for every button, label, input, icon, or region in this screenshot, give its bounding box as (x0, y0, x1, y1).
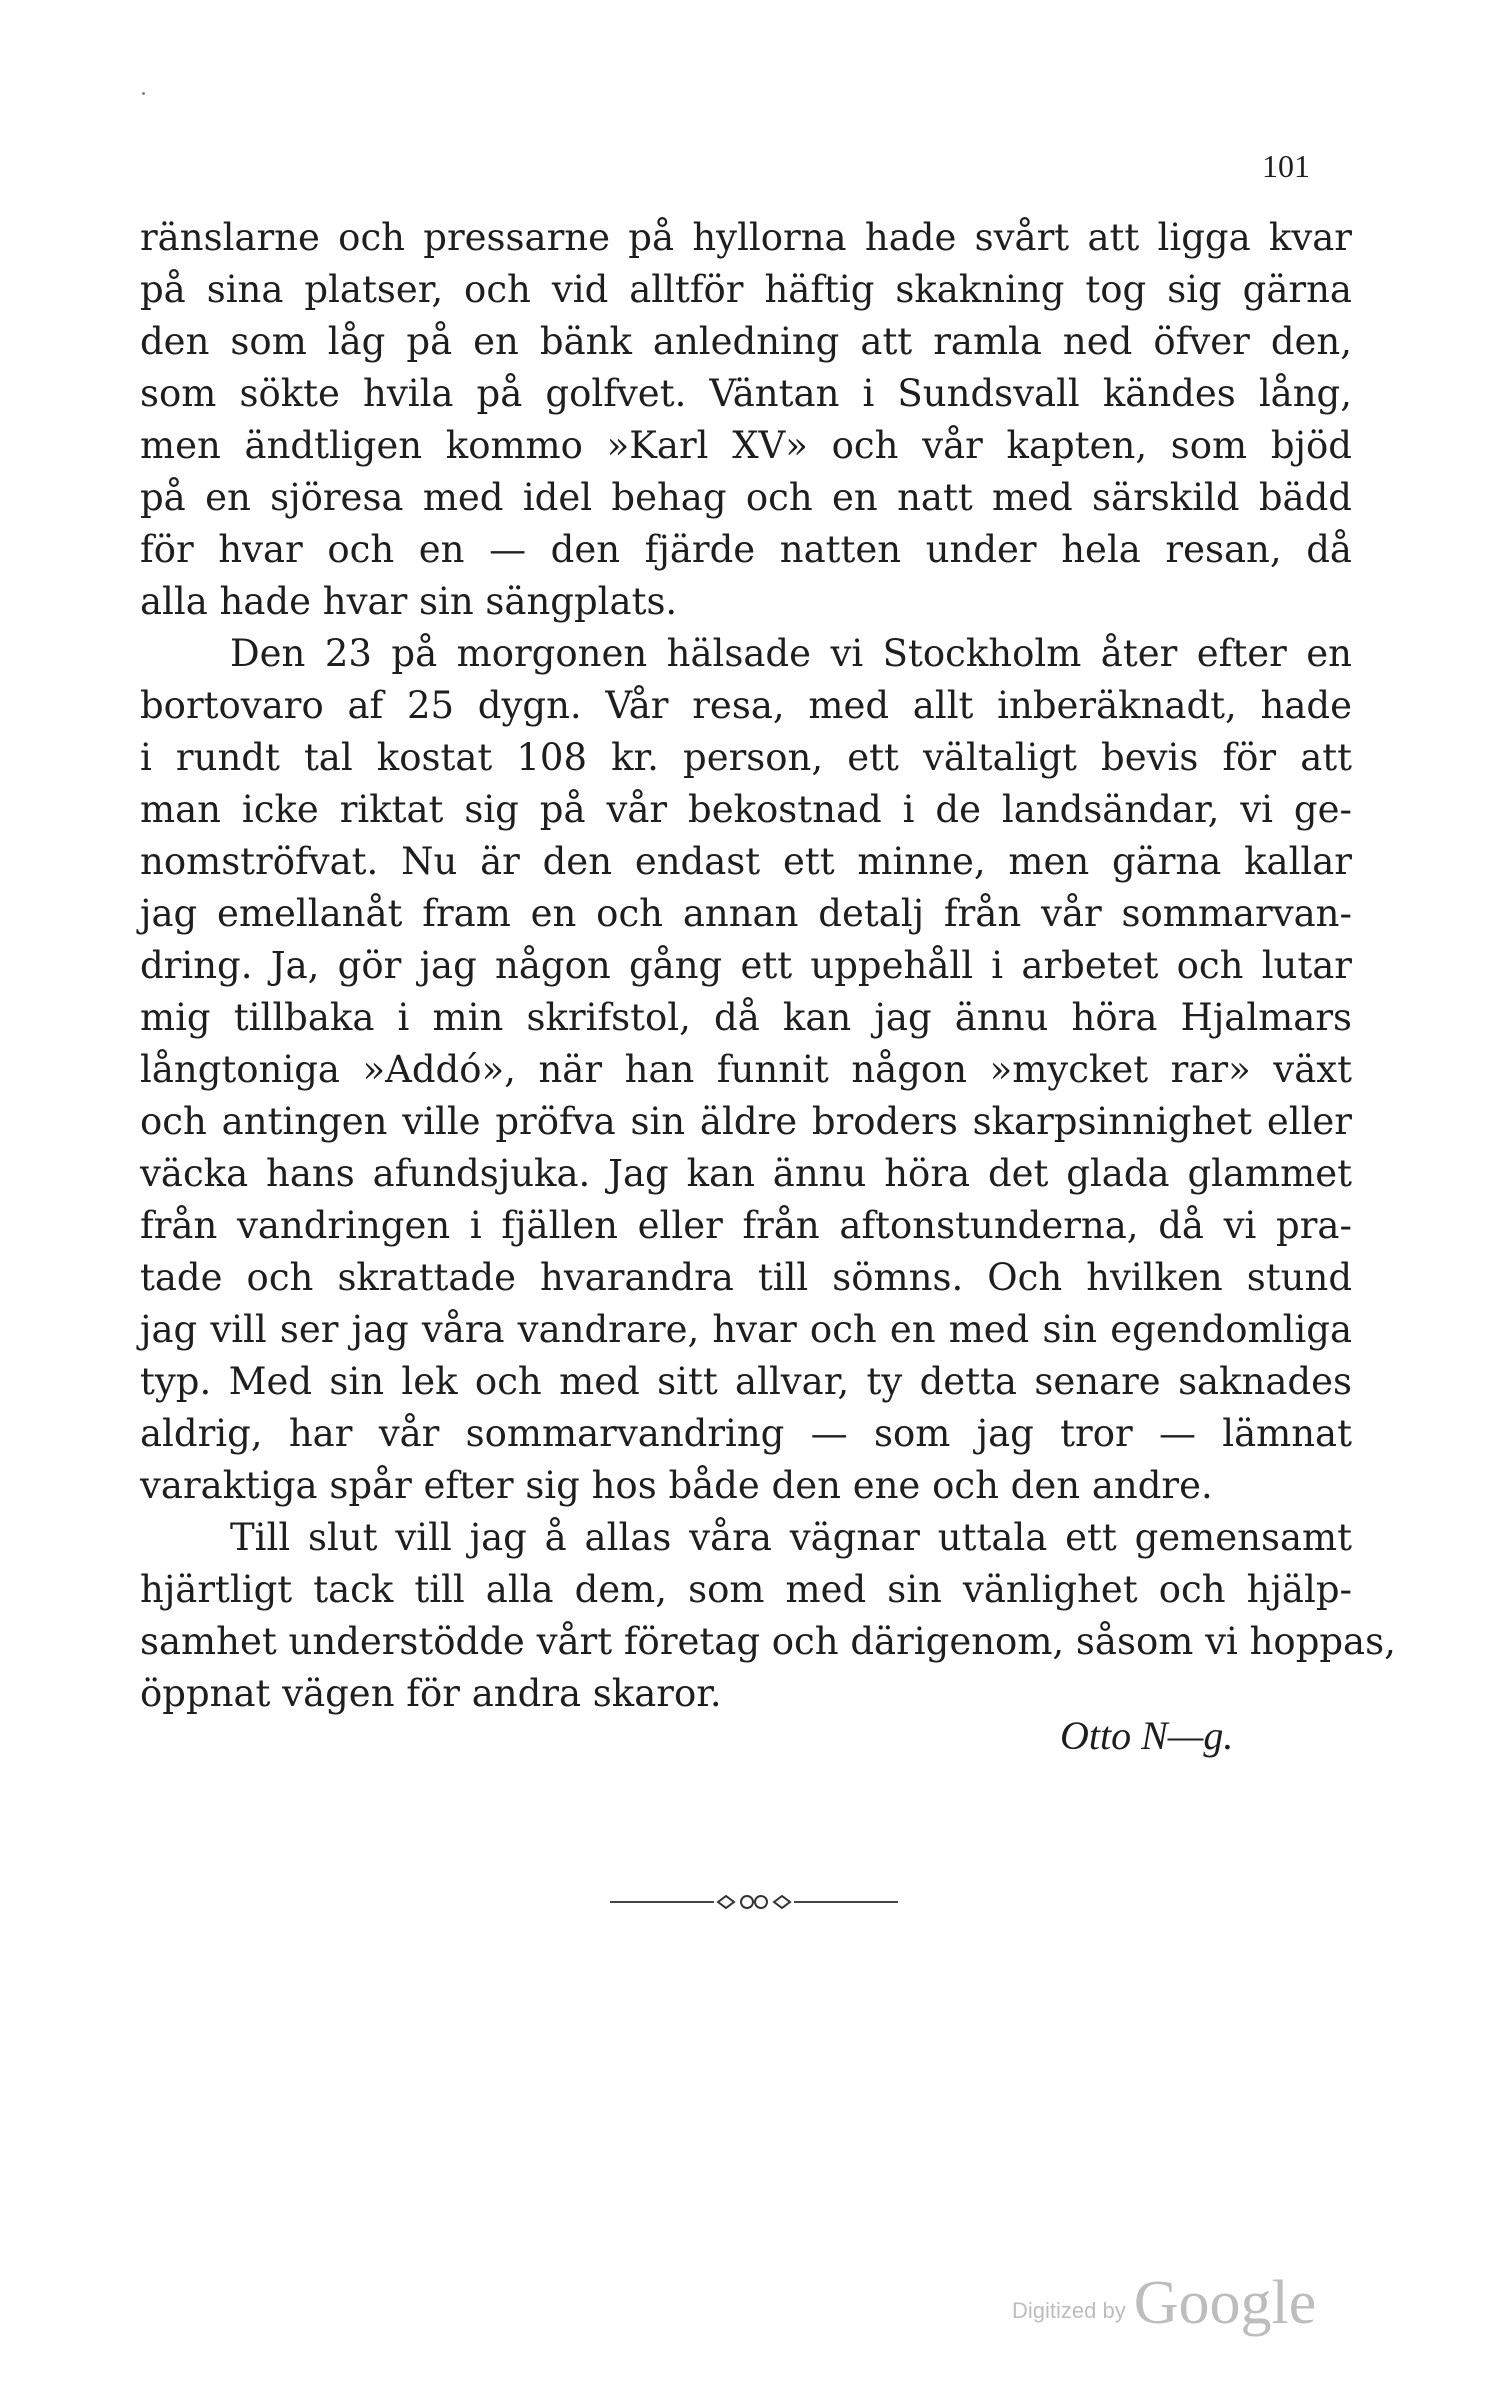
digitized-by-label: Digitized by (1012, 2298, 1126, 2323)
text-line: ränslarne och pressarne på hyllorna hade svårt att ligga kvar (140, 216, 1352, 259)
text-line: för hvar och en — den fjärde natten under hela resan, då (140, 528, 1352, 571)
text-line: och antingen ville pröfva sin äldre broders skarpsinnighet eller (140, 1100, 1352, 1143)
paragraph-first-line: Den 23 på morgonen hälsade vi Stockholm åter efter en (230, 632, 1352, 675)
text-line: mig tillbaka i min skrifstol, då kan jag ännu höra Hjalmars (140, 996, 1352, 1039)
text-line: på sina platser, och vid alltför häftig skakning tog sig gärna (140, 268, 1352, 311)
text-line: på en sjöresa med idel behag och en natt med särskild bädd (140, 476, 1352, 519)
text-line: nomströfvat. Nu är den endast ett minne, men gärna kallar (140, 840, 1352, 883)
text-line: i rundt tal kostat 108 kr. person, ett vältaligt bevis för att (140, 736, 1352, 779)
paragraph-first-line: Till slut vill jag å allas våra vägnar uttala ett gemensamt (230, 1516, 1352, 1559)
text-line: bortovaro af 25 dygn. Vår resa, med allt inberäknadt, hade (140, 684, 1352, 727)
text-line: aldrig, har vår sommarvandring — som jag tror — lämnat (140, 1412, 1352, 1455)
signature: Otto N—g. (1060, 1713, 1234, 1758)
google-logo: Google (1133, 2269, 1317, 2337)
page-number: 101 (1262, 148, 1310, 184)
scan-speck (142, 92, 145, 95)
text-line: varaktiga spår efter sig hos både den ene och den andre. (140, 1464, 1213, 1507)
text-line: som sökte hvila på golfvet. Väntan i Sundsvall kändes lång, (140, 372, 1352, 415)
text-line: öppnat vägen för andra skaror. (140, 1672, 722, 1715)
text-line: men ändtligen kommo »Karl XV» och vår kapten, som bjöd (140, 424, 1352, 467)
text-line: tade och skrattade hvarandra till sömns. Och hvilken stund (140, 1256, 1352, 1299)
text-line: den som låg på en bänk anledning att ramla ned öfver den, (140, 320, 1352, 363)
end-ornament-icon (610, 1890, 898, 1914)
text-line: alla hade hvar sin sängplats. (140, 580, 678, 623)
digitized-by-google-watermark (1012, 2254, 1317, 2337)
text-line: samhet understödde vårt företag och därigenom, såsom vi hoppas, (140, 1620, 1396, 1663)
text-line: väcka hans afundsjuka. Jag kan ännu höra det glada glammet (140, 1152, 1352, 1195)
text-line: hjärtligt tack till alla dem, som med sin vänlighet och hjälp- (140, 1568, 1352, 1611)
text-line: jag vill ser jag våra vandrare, hvar och en med sin egendomliga (140, 1308, 1352, 1351)
text-line: man icke riktat sig på vår bekostnad i de landsändar, vi ge- (140, 788, 1352, 831)
text-line: typ. Med sin lek och med sitt allvar, ty detta senare saknades (140, 1360, 1352, 1403)
text-line: långtoniga »Addó», när han funnit någon »mycket rar» växt (140, 1048, 1352, 1091)
text-line: jag emellanåt fram en och annan detalj från vår sommarvan- (140, 892, 1352, 935)
text-line: dring. Ja, gör jag någon gång ett uppehåll i arbetet och lutar (140, 944, 1352, 987)
text-line: från vandringen i fjällen eller från aftonstunderna, då vi pra- (140, 1204, 1352, 1247)
